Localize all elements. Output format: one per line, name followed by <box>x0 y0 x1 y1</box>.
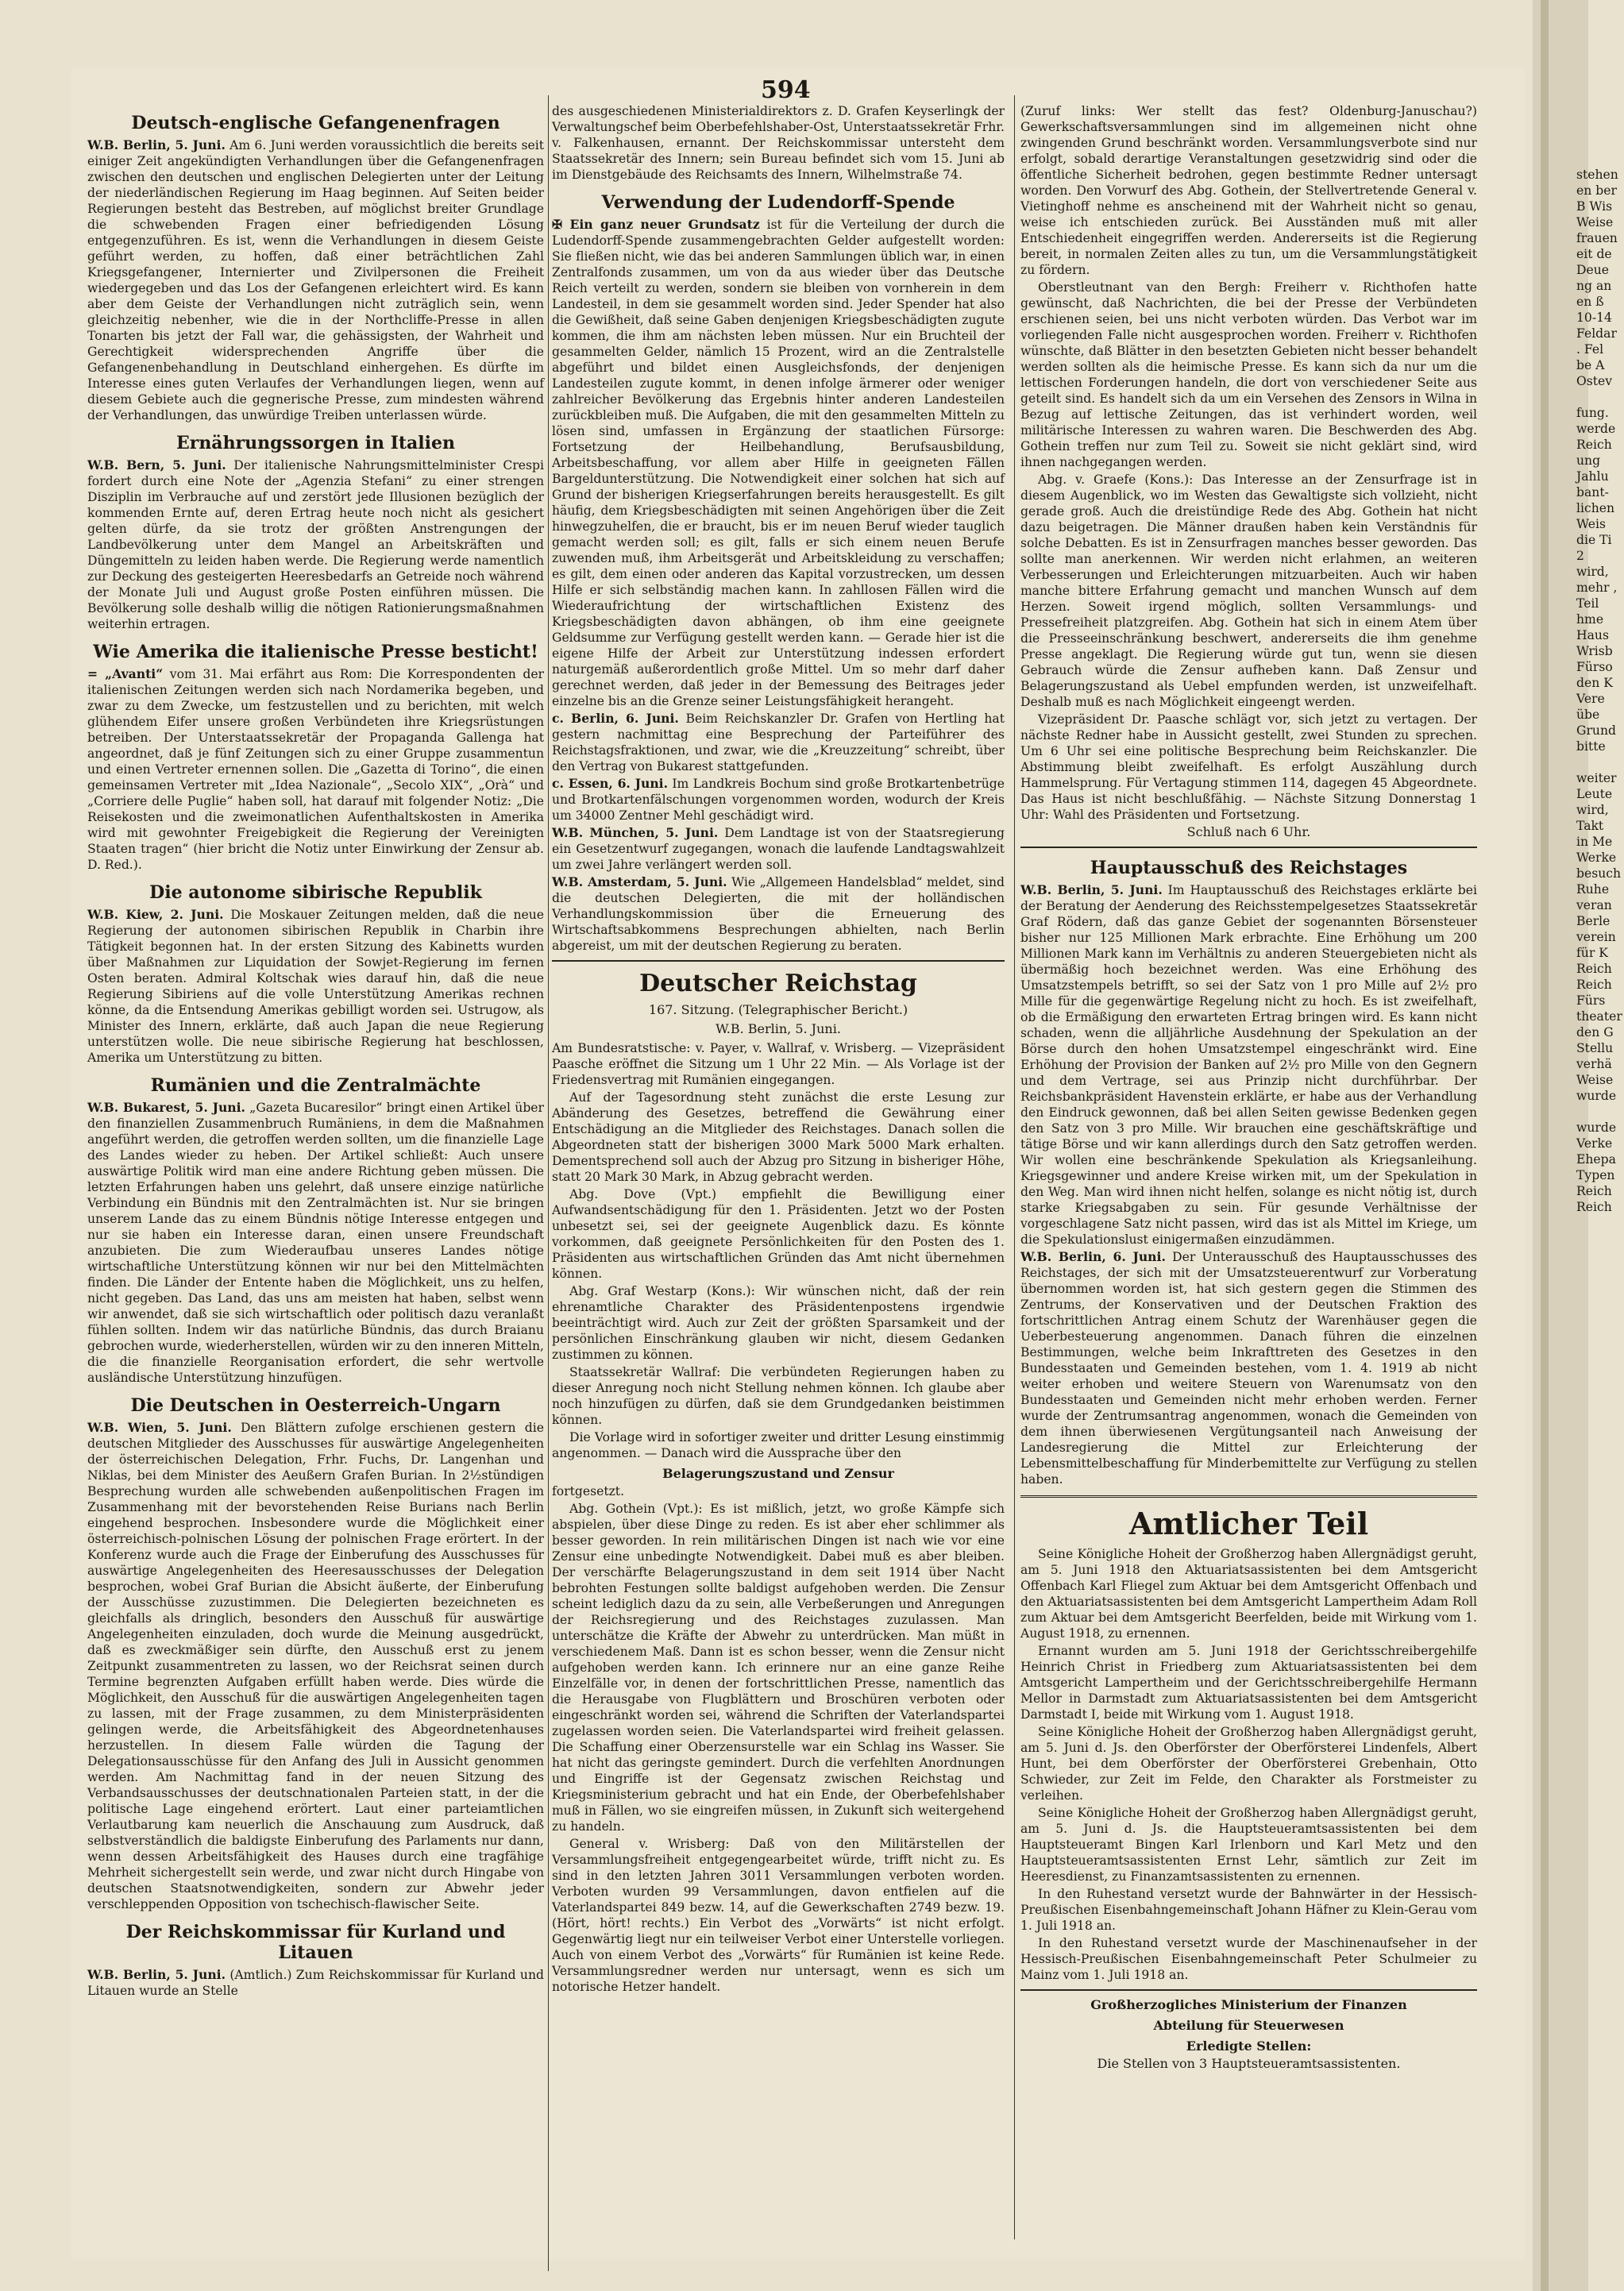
fragment-line: frauen <box>1576 231 1618 245</box>
article-paragraph <box>552 1836 1005 1995</box>
article-paragraph <box>87 666 544 873</box>
fragment-line: B Wis <box>1576 199 1613 214</box>
article-headline: Rumänien und die Zentralmächte <box>150 1075 481 1096</box>
article-headline: Deutsch-englische Gefangenenfragen <box>131 113 500 133</box>
dateline: W.B. Berlin, 5. Juni. <box>87 137 226 152</box>
fragment-line: bant- <box>1576 485 1609 499</box>
article-paragraph <box>1020 1805 1477 1884</box>
paragraph-text: Vizepräsident Dr. Paasche schlägt vor, sich jetzt zu vertagen. Der nächste Redner habe in Aussicht gestellt, zwei Stunden zu sprechen. Um 6 Uhr sei eine politische Besprechung beim Reichskanzler. Die Abstimmung bleibt zweifelhaft. Es erfolgt Auszählung durch Hammelsprung. Für Vertagung stimmen 114, dagegen 45 Abgeordnete. Das Haus ist nicht beschlußfähig. — Nächste Sitzung Donnerstag 1 Uhr: Wahl des Präsidenten und Fortsetzung. <box>1020 712 1477 822</box>
fragment-line: verhä <box>1576 1057 1612 1071</box>
paragraph-text: des ausgeschiedenen Ministerialdirektors z. D. Grafen Keyserlingk der Verwaltungschef beim Oberbefehlshaber-Ost, Unterstaatssekretär Frhr. v. Falkenhausen, ernannt. Der Reichskommissar untersteht dem Staatssekretär des Innern; sein Bureau befindet sich vom 15. Juni ab im Dienstgebäude des Reichsamts des Innern, Wilhelmstraße 74. <box>552 104 1005 182</box>
fragment-line: lichen <box>1576 501 1615 515</box>
fragment-line: Reich <box>1576 1200 1612 1214</box>
article-paragraph <box>552 874 1005 954</box>
article-headline: Der Reichskommissar für Kurland und Litauen <box>125 1922 506 1963</box>
fragment-line: besuch <box>1576 866 1622 881</box>
paragraph-text: Der italienische Nahrungsmittelminister Crespi fordert durch eine Note der „Agenzia Stefani“ zu einer strengen Disziplin im Verbrauche auf und zerstört jede Illusionen bezüglich der kommenden Ernte auf, deren Ertrag heute noch nicht als gesichert gelten dürfe, da sie trotz der größten Anstrengungen der Landbevölkerung unter dem Mangel an Arbeitskräften und Düngemitteln zu leiden haben werde. Die Regierung werde namentlich zur Deckung des gesteigerten Heeresbedarfs an Getreide noch während der Monate Juli und August große Posten einführen müssen. Die Bevölkerung solle deshalb willig die nötigen Rationierungsmaßnahmen weiterhin ertragen. <box>87 458 544 631</box>
fragment-line: Reich <box>1576 978 1612 992</box>
paragraph-text: ist für die Verteilung der durch die Ludendorff-Spende zusammengebrachten Gelder aufgestellt worden: Sie fließen nicht, wie das bei anderen Sammlungen üblich war, in einen Zentralfonds zusammen, um von da aus wieder über das Deutsche Reich verteilt zu werden, sondern sie bleiben von vornherein in dem Landesteil, in dem sie gesammelt worden sind. Jeder Spender hat also die Gewißheit, daß seine Gaben denjenigen Kriegsbeschädigten zugute kommen, die ihm am nächsten leben müssen. Nur ein Bruchteil der gesammelten Gelder, nämlich 15 Prozent, wird an die Zentralstelle abgeführt und bildet einen Ausgleichsfonds, der denjenigen Landesteilen zugute kommt, in denen infolge ärmerer oder weniger zahlreicher Bevölkerung das Ergebnis hinter anderen Landesteilen zurückbleiben muß. Die Aufgaben, die mit den gesammelten Mitteln zu lösen sind, umfassen in Ergänzung der staatlichen Fürsorge: Fortsetzung der Heilbehandlung, Berufsausbildung, Arbeitsbeschaffung, vor allem aber Hilfe in geeigneten Fällen Bargeldunterstützung. Die Notwendigkeit einer solchen hat sich auf Grund der bisherigen Kriegserfahrungen bereits herausgestellt. Es gilt häufig, dem Kriegsbeschädigten mit seinen Angehörigen über die Zeit hinwegzuhelfen, die er braucht, bis er im neuen Beruf wieder tauglich gemacht werden soll; es gilt, falls er sich einem neuen Berufe zuwenden muß, ihm Arbeitsgerät und Arbeitskleidung zu verschaffen; es gilt, dem einen oder anderen das Kapital vorzustrecken, um dessen Hilfe er sich selbständig machen kann. In zahllosen Fällen wird die Wiederaufrichtung der wirtschaftlichen Existenz des Kriegsbeschädigten davon abhängen, ob ihm eine geeignete Geldsumme zur Verfügung gestellt werden kann. — Gerade hier ist die eigene Hilfe der Arbeit zur Unterstützung indessen erfordert naturgemäß außerordentlich große Mittel. Um so mehr darf daher gerechnet werden, daß jeder in der Bemessung des Beitrages jeder einzelne bis an die Grenze seiner Leistungsfähigkeit herangeht. <box>552 218 1005 708</box>
paragraph-text: Oberstleutnant van den Bergh: Freiherr v. Richthofen hatte gewünscht, daß Nachrichten, die bei der Presse der Verbündeten erschienen seien, bei uns nicht verboten würden. Das Verbot war im vorliegenden Falle nicht ausgesprochen worden. Freiherr v. Richthofen wünschte, daß Blätter in den besetzten Gebieten nicht besser behandelt werden sollten als die heimische Presse. Es kann sich da nur um die lettischen Forderungen handeln, die dort von verschiedener Seite aus geteilt sind. Es handelt sich da um ein Versehen des Zensors in Wilna in Bezug auf lettische Zeitungen, das ist verhindert worden, weil militärische Interessen zu wahren waren. Die Beschwerden des Abg. Gothein treffen nur zum Teil zu. Soweit sie nicht geklärt sind, wird ihnen nachgegangen werden. <box>1020 280 1477 469</box>
dateline: W.B. Bukarest, 5. Juni. <box>87 1100 245 1115</box>
article-headline: Ernährungssorgen in Italien <box>176 433 456 453</box>
next-page-column-fragments <box>1576 167 1624 2152</box>
subheading: W.B. Berlin, 5. Juni. <box>716 1021 841 1036</box>
paragraph-text: Abg. Dove (Vpt.) empfiehlt die Bewilligung einer Aufwandsentschädigung für den 1. Präsidenten. Jetzt wo der Posten unbesetzt sei, sei der geeignete Augenblick dazu. Es könnte vorkommen, daß geeignete Persönlichkeiten für den Posten des 1. Präsidenten aus wirtschaftlichen Gründen das Amt nicht übernehmen können. <box>552 1187 1005 1281</box>
fragment-line <box>1576 389 1624 405</box>
dateline: = „Avanti“ <box>87 666 164 681</box>
fragment-line: Verke <box>1576 1136 1613 1151</box>
fragment-line: 2 <box>1576 549 1584 563</box>
subheading: Schluß nach 6 Uhr. <box>1186 824 1311 839</box>
article-paragraph <box>1020 1249 1477 1487</box>
fragment-line: stehen <box>1576 168 1618 182</box>
article-paragraph <box>87 137 544 423</box>
fragment-line: Grund <box>1576 723 1616 738</box>
column-divider <box>1014 95 1015 2239</box>
paragraph-text: Den Blättern zufolge erschienen gestern die deutschen Mitglieder des Ausschusses für auswärtige Angelegenheiten der österreichischen Delegation, Frhr. Fuchs, Dr. Langenhan und Niklas, bei dem Minister des Aeußern Grafen Burian. In 2½stündigen Besprechung wurden alle schwebenden außenpolitischen Fragen im Zusammenhang mit der bevorstehenden Reise Burians nach Berlin eingehend besprochen. Insbesondere wurde die Möglichkeit einer österreichisch-polnischen Lösung der polnischen Frage erörtert. In der Konferenz wurde auch die Frage der Einberufung des Ausschusses für auswärtige Angelegenheiten des Heeresausschusses der Delegation besprochen, wobei Graf Burian die Absicht äußerte, der Einberufung der Ausschüsse zuzustimmen. Die Delegierten bezeichneten es gleichfalls als dringlich, besonders den Ausschuß für auswärtige Angelegenheiten einzuladen, doch wurde die Meinung ausgedrückt, daß es zweckmäßiger sein dürfte, den Ausschuß erst zu jenem Zeitpunkt zusammentreten zu lassen, wo der Reichsrat seinen durch Termine begrenzten Aufgaben erfüllt haben werde. Dies würde die Möglichkeit, den Ausschuß für die auswärtigen Angelegenheiten tagen zu lassen, mit der Frage zusammen, zu dem Ministerpräsidenten gelingen werde, die Arbeitsfähigkeit des Abgeordnetenhauses herzustellen. In diesem Falle würden die Tagung der Delegationsausschüsse für den Anfang des Juli in Aussicht genommen werden. Am Nachmittag fand in der neuen Sitzung des Verbandsausschusses der deutschnationalen Parteien statt, in der die politische Lage eingehend erörtert. Laut einer parteiamtlichen Verlautbarung kam neuerlich die Anschauung zum Ausdruck, daß selbstverständlich die baldigste Einberufung des Parlaments nur dann, wenn dessen Arbeitsfähigkeit des Hauses durch eine tragfähige Mehrheit sichergestellt sein werde, und zwar nicht durch Hingabe von deutschen Staatsnotwendigkeiten, sondern zur Abwehr jeder verschleppenden Opposition von tschechisch-flawischer Seite. <box>87 1421 544 1911</box>
fragment-line: wird, <box>1576 803 1609 817</box>
paragraph-text: Auf der Tagesordnung steht zunächst die erste Lesung zur Abänderung des Gesetzes, betreffend die Gewährung einer Entschädigung an die Mitglieder des Reichstages. Danach sollen die Abgeordneten statt der bisherigen 3000 Mark 5000 Mark erhalten. Dementsprechend soll auch der Abzug pro Sitzung in bisheriger Höhe, statt 20 Mark 30 Mark, in Abzug gebracht werden. <box>552 1090 1005 1184</box>
article-paragraph <box>1020 472 1477 710</box>
article-paragraph <box>1020 882 1477 1248</box>
fragment-line: Deue <box>1576 263 1610 277</box>
subheading: 167. Sitzung. (Telegraphischer Bericht.) <box>648 1002 908 1017</box>
dateline: c. Essen, 6. Juni. <box>552 776 669 791</box>
fragment-line: ung <box>1576 453 1601 468</box>
section-rule <box>1020 1495 1477 1498</box>
article-headline: Die Deutschen in Oesterreich-Ungarn <box>130 1395 501 1416</box>
paragraph-text: In den Ruhestand versetzt wurde der Bahnwärter in der Hessisch-Preußischen Eisenbahngemeinschaft Johann Häfner zu Klein-Gerau vom 1. Juli 1918 an. <box>1020 1887 1477 1933</box>
fragment-line: in Me <box>1576 835 1613 849</box>
fragment-line: ng an <box>1576 279 1612 293</box>
fragment-line: werde <box>1576 422 1616 436</box>
paragraph-text: Im Landkreis Bochum sind große Brotkartenbetrüge und Brotkartenfälschungen vorgenommen worden, wodurch der Kreis um 34000 Zentner Mehl geschädigt wird. <box>552 777 1005 823</box>
paragraph-text: Im Hauptausschuß des Reichstages erklärte bei der Beratung der Aenderung des Reichsstempelgesetzes Staatssekretär Graf Rödern, daß das ganze Gebiet der sogenannten Börsensteuer bisher nur 125 Millionen Mark erbrachte. Eine Erhöhung um 200 Millionen Mark kann im Verhältnis zu anderen Steuergebieten nicht als übermäßig hoch bezeichnet werden. Was eine Erhöhung des Umsatzstempels betrifft, so sei der Satz von 1 pro Mille auf 2½ pro Mille für die gegenwärtige Regelung nicht zu hoch. Es ist zweifelhaft, ob die Ermäßigung den erwarteten Ertrag bringen wird. Es kann nicht schaden, wenn die alljährliche Ausdehnung der Spekulation an der Börse durch den hohen Umsatzstempel eingeschränkt wird. Eine Erhöhung der Provision der Banken auf 2½ pro Mille von den Gegnern und dem Vertrage, sei aus Prinzip nicht durchführbar. Der Reichsbankpräsident Havenstein erklärte, er habe aus der Verhandlung den Eindruck gewonnen, daß bei allen Seiten gewisse Bedenken gegen den Satz von 3 pro Mille. Wir brauchen eine geschäftskräftige und tätige Börse und wir kann allerdings durch den Satz getroffen werden. Wir wollen eine beschränkende Spekulation als Kriegsanleihung. Kriegsgewinner und andere Kreise wirken mit, um der Spekulation in den Weg. Man wird ihnen nicht helfen, solange es nicht nötig ist, durch starke Kriegsabgaben zu sein. Für gesunde Verhältnisse der vorgeschlagene Satz nicht passen, wird das ist als Mittel im Kriege, um die Spekulationslust einigermaßen einzudämmen. <box>1020 883 1477 1247</box>
article-paragraph <box>552 1090 1005 1185</box>
fragment-line: Wrisb <box>1576 644 1613 658</box>
article-paragraph <box>552 1483 1005 1499</box>
paragraph-text: General v. Wrisberg: Daß von den Militärstellen der Versammlungsfreiheit entgegengearbeitet würde, trifft nicht zu. Es sind in den letzten Jahren 3011 Versammlungen verboten worden. Verboten wurden 99 Versammlungen, davon entfielen auf die Vaterlandspartei 849 bezw. 14, auf die Gewerkschaften 2749 bezw. 19. (Hört, hört! rechts.) Ein Verbot des „Vorwärts“ ist nicht erfolgt. Gegenwärtig liegt nur ein teilweiser Verbot einer Unterstelle vorliegen. Auch von einem Verbot des „Vorwärts“ für Rumänien ist keine Rede. Versammlungsredner werden nur untersagt, wenn es sich um notorische Hetzer handelt. <box>552 1837 1005 1994</box>
article-paragraph <box>552 1283 1005 1363</box>
article-paragraph <box>552 825 1005 873</box>
fragment-line: theater <box>1576 1009 1622 1024</box>
section-label: Großherzogliches Ministerium der Finanzen <box>1090 1997 1407 2012</box>
fragment-line: Haus <box>1576 628 1609 642</box>
fragment-line: die Ti <box>1576 533 1612 547</box>
fragment-line: Teil <box>1576 596 1599 611</box>
paragraph-text: Am 6. Juni werden voraussichtlich die bereits seit einiger Zeit angekündigten Verhandlungen über die Gefangenenfragen zwischen den deutschen und englischen Delegierten unter der Leitung der niederländischen Regierung im Haag beginnen. Auf Seiten beider Regierungen besteht das Bestreben, auf möglichst breiter Grundlage die schwebenden Fragen einer befriedigenden Lösung entgegenzuführen. Es ist, wenn die Verhandlungen in diesem Geiste geführt werden, zu hoffen, daß einer beträchtlichen Zahl Kriegsgefangener, Internierter und Zivilpersonen die Freiheit wiedergegeben und das Los der Gefangenen erleichtert wird. Es kann aber dem Geiste der Verhandlungen nicht zuträglich sein, wenn gleichzeitig nebenher, wie die in der Northcliffe-Presse in allen Tonarten bis jetzt der Fall war, die gehässigsten, der Wahrheit und Gerechtigkeit widersprechenden Angriffe über die Gefangenenbehandlung in Deutschland einhergehen. Es dürfte im Interesse eines guten Verlaufes der Verhandlungen liegen, wenn auf diesem Gebiete auch die gegnerische Presse, zum mindesten während der Verhandlungen, das unwürdige Treiben unterlassen würde. <box>87 138 544 422</box>
fragment-line: Weise <box>1576 215 1614 229</box>
fragment-line: Vere <box>1576 692 1605 706</box>
article-paragraph <box>552 217 1005 709</box>
fragment-line: en ber <box>1576 183 1617 198</box>
paragraph-text: (Zuruf links: Wer stellt das fest? Oldenburg-Januschau?) Gewerkschaftsversammlungen sind im allgemeinen nicht ohne zwingenden Grund beschränkt worden. Versammlungsverbote sind nur erfolgt, sobald derartige Veranstaltungen gesetzwidrig sind oder die öffentliche Sicherheit bedrohen, gegen bestimmte Redner untersagt worden. Den Vorwurf des Abg. Gothein, der Stellvertretende General v. Vietinghoff nehme es anscheinend mit der Wahrheit nicht so genau, weise ich entschieden zurück. Bei Ausständen muß mit aller Entschiedenheit eingegriffen werden. Andererseits ist die Regierung bereit, in normalen Zeiten alles zu tun, um die Versammlungstätigkeit zu fördern. <box>1020 104 1477 277</box>
paragraph-text: „Gazeta Bucaresilor“ bringt einen Artikel über den finanziellen Zusammenbruch Rumäniens, in dem die Maßnahmen angeführt werden, die getroffen werden sollten, um die finanzielle Lage des Landes wieder zu heben. Der Artikel schließt: Auch unsere auswärtige Politik wird man eine andere Richtung geben müssen. Die letzten Erfahrungen haben uns gelehrt, daß unsere einzige natürliche Verbindung ein Bündnis mit den Zentralmächten ist. Nur sie bringen unserem Lande das zu einem Bündnis nötige Interesse entgegen und nur sie haben ein Interesse daran, einen unsere Freundschaft anzubieten. Die zum Wiederaufbau unseres Landes nötige wirtschaftliche Unterstützung können wir nur bei den Mittelmächten finden. Die Länder der Entente haben die Möglichkeit, uns zu helfen, nicht gegeben. Das Land, das uns am meisten hat haben, selbst wenn wir anwendet, daß sie sich wirtschaftlich oder politisch dazu veranlaßt fühlen sollten. Indem wir das natürliche Bündnis, das durch Braianu gebrochen wurde, wiederherstellen, würden wir zu den inneren Mitteln, die die finanzielle Reorganisation erfordert, die sehr wertvolle ausländische Unterstützung hinzufügen. <box>87 1101 544 1385</box>
fragment-line: Stellu <box>1576 1041 1614 1055</box>
article-paragraph <box>87 907 544 1066</box>
fragment-line: weiter <box>1576 771 1617 785</box>
fragment-line: Ostev <box>1576 374 1613 388</box>
dateline: W.B. Berlin, 5. Juni. <box>1020 882 1163 897</box>
article-paragraph <box>552 1501 1005 1834</box>
fragment-line: wurde <box>1576 1120 1617 1135</box>
article-paragraph <box>1020 1724 1477 1803</box>
fragment-line: Weis <box>1576 517 1606 531</box>
section-label: Abteilung für Steuerwesen <box>1153 2018 1344 2033</box>
dateline: W.B. Bern, 5. Juni. <box>87 457 226 472</box>
section-label: Erledigte Stellen: <box>1186 2038 1312 2054</box>
paragraph-text: (Amtlich.) Zum Reichskommissar für Kurland und Litauen wurde an Stelle <box>87 1968 544 1998</box>
fragment-line: . Fel <box>1576 342 1604 357</box>
fragment-line: Ehepa <box>1576 1152 1616 1167</box>
section-rule <box>1020 1989 1477 1991</box>
column-1 <box>87 103 544 2279</box>
paragraph-text: Ernannt wurden am 5. Juni 1918 der Gerichtsschreibergehilfe Heinrich Christ in Friedberg zum Aktuariatsassistenten bei dem Amtsgericht Lampertheim und der Gerichtsschreibergehilfe Hermann Mellor in Darmstadt zum Aktuariatsassistenten bei dem Amtsgericht Darmstadt I, beide mit Wirkung vom 1. August 1918. <box>1020 1644 1477 1722</box>
fragment-line: Typen <box>1576 1168 1615 1182</box>
paragraph-text: vom 31. Mai erfährt aus Rom: Die Korrespondenten der italienischen Zeitungen werden sich nach Nordamerika begeben, und zwar zu dem Zwecke, um festzustellen und zu berichten, mit welch glühendem Eifer unsere großen Verbündeten ihre Kriegsrüstungen betreiben. Der Unterstaatssekretär der Propaganda Gallenga hat angeordnet, daß je fünf Zeitungen sich zu einer Gruppe zusammentun und einen Vertreter ernennen sollen. Die „Gazetta di Torino“, die einen gemeinsamen Vertreter mit „Idea Nazionale“, „Secolo XIX“, „Orà“ und „Corriere delle Puglie“ haben soll, hat darauf mit folgender Notiz: „Die Reisekosten und die zweimonatlichen Aufenthaltskosten in Amerika wird mit gewohnter Freigebigkeit die Regierung der Vereinigten Staaten tragen“ (hier bricht die Notiz unter Einwirkung der Zensur ab. D. Red.). <box>87 667 545 872</box>
article-headline: Deutscher Reichstag <box>639 970 917 997</box>
fragment-line <box>1576 754 1624 770</box>
fragment-line: wurde <box>1576 1089 1617 1103</box>
dateline: W.B. München, 5. Juni. <box>552 825 719 840</box>
article-paragraph <box>87 1967 544 1999</box>
binding-strip <box>1541 0 1549 2291</box>
dateline: ✠ Ein ganz neuer Grundsatz <box>552 217 760 232</box>
fragment-line: 10-14 <box>1576 310 1612 325</box>
article-headline: Verwendung der Ludendorff-Spende <box>601 192 955 213</box>
article-paragraph <box>1020 103 1477 278</box>
paragraph-text: Dem Landtage ist von der Staatsregierung ein Gesetzentwurf zugegangen, wonach die laufende Landtagswahlzeit um zwei Jahre verlängert werden soll. <box>552 826 1005 872</box>
section-label: Belagerungszustand und Zensur <box>662 1466 894 1481</box>
dateline: W.B. Berlin, 5. Juni. <box>87 1967 226 1982</box>
fragment-line: Fürso <box>1576 660 1613 674</box>
paragraph-text: Abg. v. Graefe (Kons.): Das Interesse an der Zensurfrage ist in diesem Augenblick, wo im Westen das Gewaltigste sich vollzieht, nicht gerade groß. Auch die dreistündige Rede des Abg. Gothein hat nicht dazu beigetragen. Die Männer draußen haben kein Verständnis für solche Debatten. Es ist in Zensurfragen manches besser geworden. Das sollte man anerkennen. Wir werden nicht erlahmen, an weiteren Verbesserungen und Erleichterungen mitzuarbeiten. Auch wir haben manche bittere Erfahrung gemacht und manchen Wunsch auf dem Herzen. Soweit irgend möglich, sollten Versammlungs- und Pressefreiheit platzgreifen. Abg. Gothein hat sich in einem Atem über die Presseeinschränkung beschwert, andererseits die ihm genehme Presse angeklagt. Die Regierung würde gut tun, wenn sie diesen Gebrauch würde die Zensur aufheben kann. Daß Zensur und Belagerungszustand als Uebel empfunden werden, ist unzweifelhaft. Deshalb muß es nach Möglichkeit eingeengt werden. <box>1020 472 1477 709</box>
fragment-line: Reich <box>1576 1184 1612 1198</box>
fragment-line: wird, <box>1576 565 1609 579</box>
article-headline: Wie Amerika die italienische Presse besticht! <box>93 642 538 662</box>
fragment-line: den K <box>1576 676 1613 690</box>
article-paragraph <box>87 1420 544 1912</box>
fragment-line <box>1576 1104 1624 1120</box>
article-paragraph <box>1020 1546 1477 1641</box>
dateline: W.B. Amsterdam, 5. Juni. <box>552 874 727 889</box>
article-headline: Hauptausschuß des Reichstages <box>1090 858 1408 878</box>
article-paragraph <box>552 1186 1005 1282</box>
dateline: W.B. Wien, 5. Juni. <box>87 1420 232 1435</box>
paragraph-text: Die Vorlage wird in sofortiger zweiter und dritter Lesung einstimmig angenommen. — Danach wird die Aussprache über den <box>552 1430 1005 1460</box>
fragment-line: übe <box>1576 708 1600 722</box>
article-paragraph <box>552 711 1005 774</box>
paragraph-text: Am Bundesratstische: v. Payer, v. Wallraf, v. Wrisberg. — Vizepräsident Paasche eröffnet die Sitzung um 1 Uhr 22 Min. — Als Vorlage ist der Friedensvertrag mit Rumänien eingegangen. <box>552 1041 1005 1087</box>
article-paragraph <box>87 457 544 632</box>
column-2 <box>552 103 1005 2136</box>
paragraph-text: Der Unterausschuß des Hauptausschusses des Reichstages, der sich mit der Umsatzsteuerentwurf zur Vorberatung übernommen worden ist, hat sich gestern gegen die Stimmen des Zentrums, der Konservativen und der Deutschen Fraktion des fortschrittlichen Antrag einem Schutz der Warenhäuser gegen die Ueberbesteuerung angenommen. Danach führen die einzelnen Bestimmungen, welche beim Inkrafttreten des Gesetzes in den Bundesstaaten und Gemeinden bestehen, vom 1. 4. 1919 ab nicht weiter erhoben und weitere Steuern von Warenumsatz von den Bundesstaaten und Gemeinden nicht mehr erhoben werden. Ferner wurde der Zentrumsantrag angenommen, wonach die Gemeinden von dem ihnen überwiesenen Vergütungsanteil nach Anweisung der Landesregierung die Mittel zur Erleichterung der Lebensmittelbeschaffung für Minderbemittelte zur Verfügung zu stellen haben. <box>1020 1250 1477 1487</box>
article-headline: Die autonome sibirische Republik <box>149 882 482 903</box>
fragment-line: den G <box>1576 1025 1614 1039</box>
column-divider <box>548 95 549 2271</box>
article-paragraph <box>552 1429 1005 1461</box>
fragment-line: bitte <box>1576 739 1606 754</box>
paragraph-text: Beim Reichskanzler Dr. Grafen von Hertling hat gestern nachmittag eine Besprechung der Parteiführer des Reichstagsfraktionen, und zwar, wie die „Kreuzzeitung“ schreibt, über den Vertrag von Bukarest stattgefunden. <box>552 712 1005 773</box>
section-rule <box>1020 847 1477 848</box>
fragment-line: Weise <box>1576 1073 1614 1087</box>
article-paragraph <box>87 1100 544 1386</box>
section-rule <box>552 960 1005 962</box>
fragment-line: Werke <box>1576 850 1617 865</box>
article-paragraph <box>552 1364 1005 1428</box>
article-paragraph <box>1020 1886 1477 1934</box>
fragment-line: Takt <box>1576 819 1604 833</box>
fragment-line: hme <box>1576 612 1604 627</box>
paragraph-text: Seine Königliche Hoheit der Großherzog haben Allergnädigst geruht, am 5. Juni 1918 den Aktuariatsassistenten bei dem Amtsgericht Offenbach Karl Fliegel zum Aktuar bei dem Amtsgericht Offenbach und den Aktuariatsassistenten bei dem Amtsgericht Lampertheim Adam Roll zum Aktuar bei dem Amtsgericht Beerfelden, beide mit Wirkung vom 1. August 1918, zu ernennen. <box>1020 1547 1477 1641</box>
fragment-line: Jahlu <box>1576 469 1609 484</box>
fragment-line: veran <box>1576 898 1612 912</box>
paragraph-text: Abg. Gothein (Vpt.): Es ist mißlich, jetzt, wo große Kämpfe sich abspielen, über diese Dinge zu reden. Es ist aber eher schlimmer als besser geworden. In rein militärischen Dingen ist nach wie vor eine Zensur eine unbedingte Notwendigkeit. Dabei muß es aber bleiben. Der verschärfte Belagerungszustand in dem seit 1914 über Nacht bebrohten Festungen sollte baldigst aufgehoben werden. Die Zensur scheint lediglich dazu da zu sein, alle Verbeßerungen und Anregungen der Reichsregierung und des Reichstages zuzulassen. Man unterschätze die Kräfte der Abwehr zu unterdrücken. Man müßt in verschiedenem Maß. Dann ist es schon besser, wenn die Zensur nicht aufgehoben werden kann. Ich erinnere nur an eine ganze Reihe Einzelfälle vor, in denen der fortschrittlichen Presse, namentlich das die Herausgabe von Flugblättern und Broschüren verboten oder eingeschränkt worden sei, während die Schriften der Vaterlandspartei zugelassen worden seien. Die Vaterlandspartei wird freiheit gelassen. Die Schaffung einer Oberzensurstelle war ein Schlag ins Wasser. Sie hat nicht das geringste gemindert. Durch die verfehlten Anordnungen und Eingriffe ist der Gegensatz zwischen Reichstag und Kriegsministerium gebracht und hat ein Ende, der Oberbefehlshaber muß in Fällen, wo sie eingreifen müssen, in Zukunft sich weitergehend zu handeln. <box>552 1502 1005 1834</box>
fragment-line: Reich <box>1576 438 1612 452</box>
paragraph-text: Wie „Allgemeen Handelsblad“ meldet, sind die deutschen Delegierten, die mit der holländischen Verhandlungskommission über die Erneuerung des Wirtschaftsabkommens Besprechungen abhielten, nach Berlin abgereist, um mit der deutschen Regierung zu beraten. <box>552 875 1005 953</box>
dateline: W.B. Berlin, 6. Juni. <box>1020 1249 1166 1264</box>
fragment-line: Feldar <box>1576 326 1617 341</box>
fragment-line: en ß <box>1576 295 1604 309</box>
article-paragraph <box>552 103 1005 183</box>
article-paragraph <box>1020 1643 1477 1722</box>
column-3 <box>1020 103 1477 2247</box>
fragment-line: mehr , <box>1576 580 1618 595</box>
fragment-line: Ruhe <box>1576 882 1610 897</box>
fragment-line: für K <box>1576 946 1608 960</box>
fragment-line: Fürs <box>1576 993 1606 1008</box>
fragment-line: verein <box>1576 930 1616 944</box>
fragment-line: Leute <box>1576 787 1613 801</box>
paragraph-text: Seine Königliche Hoheit der Großherzog haben Allergnädigst geruht, am 5. Juni d. Js. den Oberförster der Oberförsterei Lindenfels, Albert Hunt, bei dem Oberförster der Oberförsterei Grebenhain, Otto Schwieder, zur Zeit im Felde, den Charakter als Forstmeister zu verleihen. <box>1020 1725 1477 1803</box>
page-number: 594 <box>761 76 811 104</box>
article-paragraph <box>552 1040 1005 1088</box>
article-paragraph <box>1020 1935 1477 1983</box>
article-paragraph <box>1020 280 1477 470</box>
dateline: c. Berlin, 6. Juni. <box>552 711 679 726</box>
fragment-line: eit de <box>1576 247 1612 261</box>
paragraph-text: Die Moskauer Zeitungen melden, daß die neue Regierung der autonomen sibirischen Republik in Charbin ihre Tätigkeit begonnen hat. In der ersten Sitzung des Kabinetts wurden über Maßnahmen zur Liquidation der Sowjet-Regierung im fernen Osten beraten. Admiral Koltschak wies darauf hin, daß die neue Regierung Sibiriens auf die volle Unterstützung Amerikas rechnen könne, da die Entsendung Amerikas gebilligt worden sei. Ustrugow, als Minister des Innern, erklärte, daß auch Japan die neue Regierung unterstützen wolle. Die neue sibirische Regierung hat beschlossen, Amerika um Unterstützung zu bitten. <box>87 908 544 1065</box>
article-headline: Amtlicher Teil <box>1128 1506 1369 1541</box>
fragment-line: fung. <box>1576 406 1609 420</box>
fragment-line: Berle <box>1576 914 1610 928</box>
paragraph-text: Staatssekretär Wallraf: Die verbündeten Regierungen haben zu dieser Anregung noch nicht Stellung nehmen können. Ich glaube aber noch hinzufügen zu dürfen, daß sie dem Grundgedanken beistimmen können. <box>552 1365 1005 1427</box>
subheading: Die Stellen von 3 Hauptsteueramtsassistenten. <box>1097 2056 1401 2071</box>
article-paragraph <box>1020 712 1477 823</box>
dateline: W.B. Kiew, 2. Juni. <box>87 907 224 922</box>
paragraph-text: fortgesetzt. <box>552 1484 625 1498</box>
fragment-line: Reich <box>1576 962 1612 976</box>
paragraph-text: Abg. Graf Westarp (Kons.): Wir wünschen nicht, daß der rein ehrenamtliche Charakter des Präsidentenpostens irgendwie beeinträchtigt wird. Auch zur Zeit der größten Sparsamkeit und der persönlichen Einschränkung glauben wir nicht, diesem Gedanken zustimmen zu können. <box>552 1284 1005 1362</box>
fragment-line: be A <box>1576 358 1605 372</box>
article-paragraph <box>552 776 1005 823</box>
paragraph-text: In den Ruhestand versetzt wurde der Maschinenaufseher in der Hessisch-Preußischen Eisenbahngemeinschaft Peter Schulmeier zu Mainz vom 1. Juli 1918 an. <box>1020 1936 1477 1982</box>
paragraph-text: Seine Königliche Hoheit der Großherzog haben Allergnädigst geruht, am 5. Juni d. Js. die Hauptsteueramtsassistenten bei dem Hauptsteueramt Bingen Karl Irlenborn und Karl Metz und den Hauptsteueramtsassistenten Ernst Lehr, sämtlich zur Zeit im Heeresdienst, zu Finanzamtsassistenten zu ernennen. <box>1020 1806 1477 1884</box>
